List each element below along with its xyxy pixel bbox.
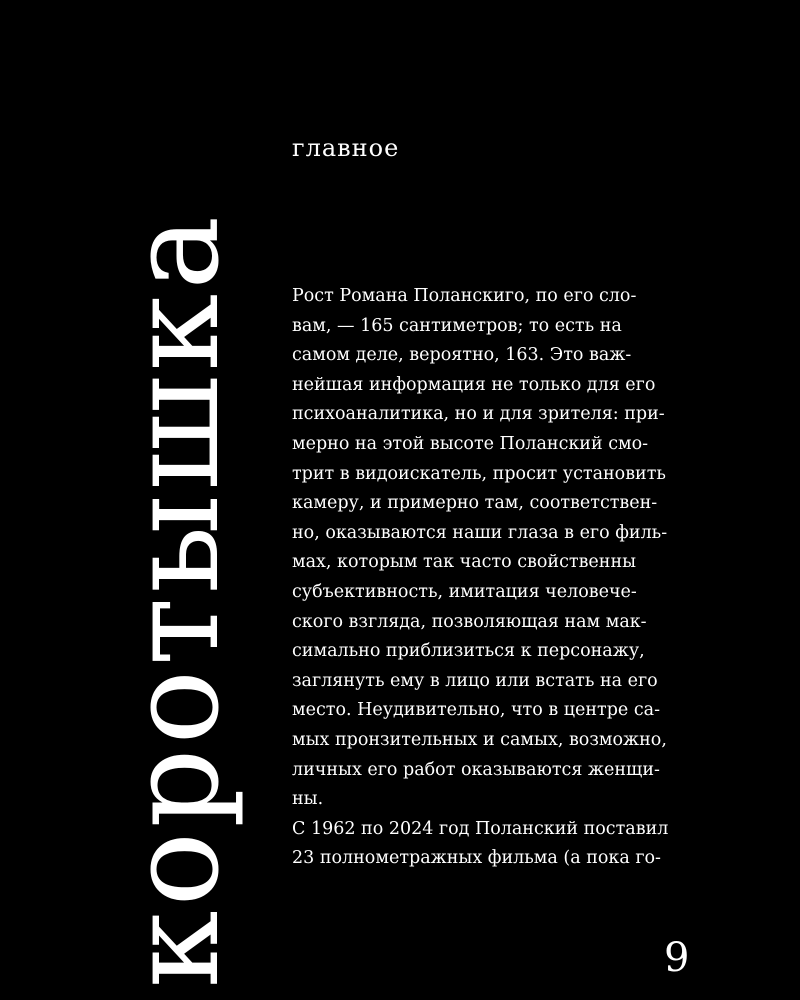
- body-line: камеру, и примерно там, соответствен-: [292, 493, 658, 514]
- body-line: место. Неудивительно, что в центре са-: [292, 700, 660, 721]
- section-label: главное: [292, 134, 400, 162]
- body-line: самом деле, вероятно, 163. Это важ-: [292, 345, 632, 366]
- body-line: психоаналитика, но и для зрителя: при-: [292, 404, 665, 425]
- body-line: мах, которым так часто свойственны: [292, 552, 637, 573]
- body-line: ны.: [292, 789, 324, 810]
- body-line: субъективность, имитация человече-: [292, 581, 637, 602]
- body-line: Рост Романа Поланскиго, по его сло-: [292, 286, 637, 306]
- page-number: 9: [664, 935, 690, 981]
- body-line: симально приблизиться к персонажу,: [292, 641, 645, 662]
- body-line: мерно на этой высоте Поланский смо-: [292, 433, 649, 454]
- body-line: мых пронзительных и самых, возможно,: [292, 729, 667, 750]
- body-line: нейшая информация не только для его: [292, 374, 656, 395]
- body-line: трит в видоискатель, просит установить: [292, 463, 666, 484]
- body-line: заглянуть ему в лицо или встать на его: [292, 670, 658, 691]
- vertical-title: коротышка: [103, 211, 247, 988]
- body-line: ского взгляда, позволяющая нам мак-: [292, 611, 647, 632]
- body-line: но, оказываются наши глаза в его филь-: [292, 522, 668, 543]
- body-line: С 1962 по 2024 год Поланский поставил: [292, 818, 669, 839]
- body-line: вам, — 165 сантиметров; то есть на: [292, 315, 622, 336]
- body-line: личных его работ оказываются женщи-: [292, 759, 660, 780]
- body-line: 23 полнометражных фильма (а пока го-: [292, 848, 661, 869]
- body-text: [292, 282, 712, 874]
